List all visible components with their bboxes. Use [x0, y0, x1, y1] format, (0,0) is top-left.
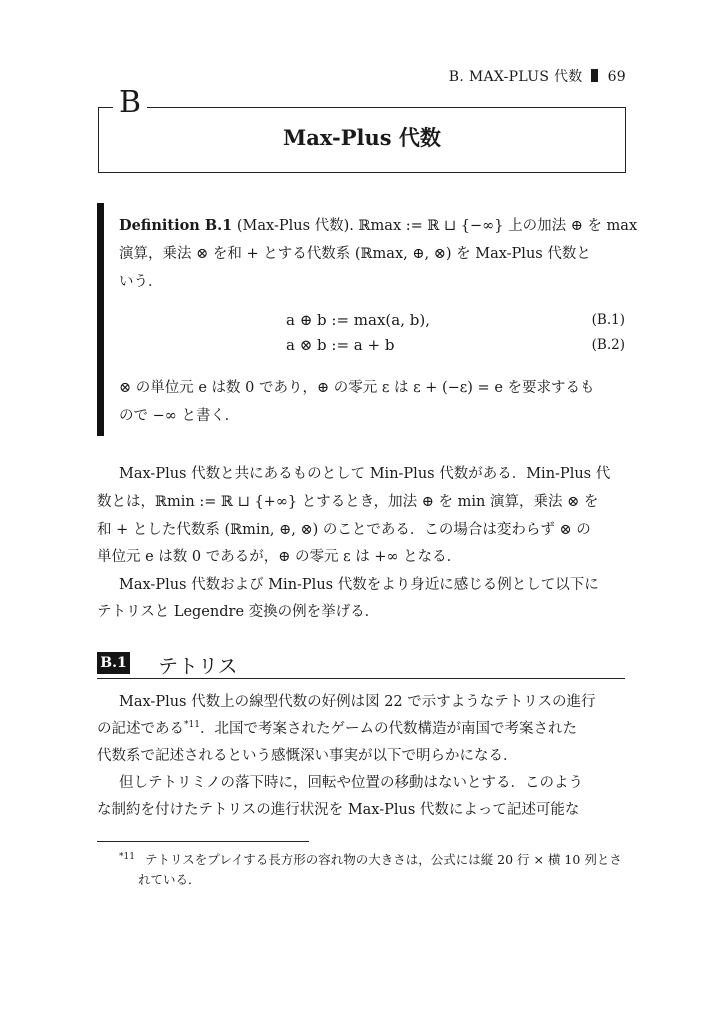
definition-line-3: いう．	[119, 274, 163, 290]
section-line-3: 代数系で記述されるという感慨深い事実が以下で明らかになる．	[97, 748, 518, 764]
definition-after-line-1: ⊗ の単位元 e は数 0 であり，⊕ の零元 ε は ε + (−ε) = e を要求するも	[119, 380, 595, 396]
body-line-4: 単位元 e は数 0 であるが，⊕ の零元 ε は +∞ となる．	[97, 549, 462, 565]
chapter-letter: B	[113, 86, 147, 120]
footnote-line-2: れている．	[138, 872, 201, 887]
section-number-badge: B.1	[97, 652, 130, 674]
definition-text-1: (Max-Plus 代数). ℝmax := ℝ ⊔ {−∞} 上の加法 ⊕ を max	[236, 218, 638, 234]
definition-sidebar-bar	[97, 203, 104, 436]
definition-line-1	[119, 214, 637, 235]
body-line-5: Max-Plus 代数および Min-Plus 代数をより身近に感じる例として以下に	[119, 577, 599, 593]
separator-square-icon	[591, 69, 598, 82]
section-line-2b: ．北国で考案されたゲームの代数構造が南国で考案された	[199, 721, 577, 737]
equation-b2: a ⊗ b := a + b	[286, 336, 395, 354]
body-line-3: 和 + とした代数系 (ℝmin, ⊕, ⊗) のことである．この場合は変わらず ⊗ の	[97, 522, 591, 538]
section-line-4: 但しテトリミノの落下時に，回転や位置の移動はないとする．このよう	[119, 775, 583, 791]
footnote-text-1: テトリスをプレイする長方形の容れ物の大きさは，公式には縦 20 行 × 横 10 列とさ	[144, 852, 622, 867]
equation-b2-number: (B.2)	[591, 337, 625, 353]
definition-label: Definition B.1	[119, 217, 233, 234]
footnote-rule	[97, 841, 309, 842]
page-number: 69	[607, 69, 626, 85]
definition-line-2: 演算，乗法 ⊗ を和 + とする代数系 (ℝmax, ⊕, ⊗) を Max-Plus 代数と	[119, 246, 591, 262]
section-line-2a: の記述である	[97, 721, 184, 737]
footnote-mark: *11	[119, 851, 135, 862]
section-rule	[97, 678, 625, 679]
section-line-2	[97, 717, 577, 738]
section-title: テトリス	[158, 654, 238, 678]
footnote-line-1	[119, 850, 622, 868]
footnote-reference[interactable]: *11	[184, 720, 200, 731]
section-line-1: Max-Plus 代数上の線型代数の好例は図 22 で示すようなテトリスの進行	[119, 694, 596, 710]
section-line-5: な制約を付けたテトリスの進行状況を Max-Plus 代数によって記述可能な	[97, 802, 580, 818]
running-header-section: B. MAX-PLUS 代数	[448, 69, 583, 85]
running-header	[449, 66, 626, 86]
equation-b1-number: (B.1)	[591, 312, 625, 328]
body-line-1: Max-Plus 代数と共にあるものとして Min-Plus 代数がある．Min-Plus 代	[119, 466, 611, 482]
body-line-2: 数とは，ℝmin := ℝ ⊔ {+∞} とするとき，加法 ⊕ を min 演算，乗法 ⊗ を	[97, 494, 599, 510]
body-line-6: テトリスと Legendre 変換の例を挙げる．	[97, 604, 380, 620]
definition-after-line-2: ので −∞ と書く．	[119, 408, 240, 424]
chapter-title: Max-Plus 代数	[283, 125, 441, 150]
equation-b1: a ⊕ b := max(a, b),	[286, 311, 430, 329]
